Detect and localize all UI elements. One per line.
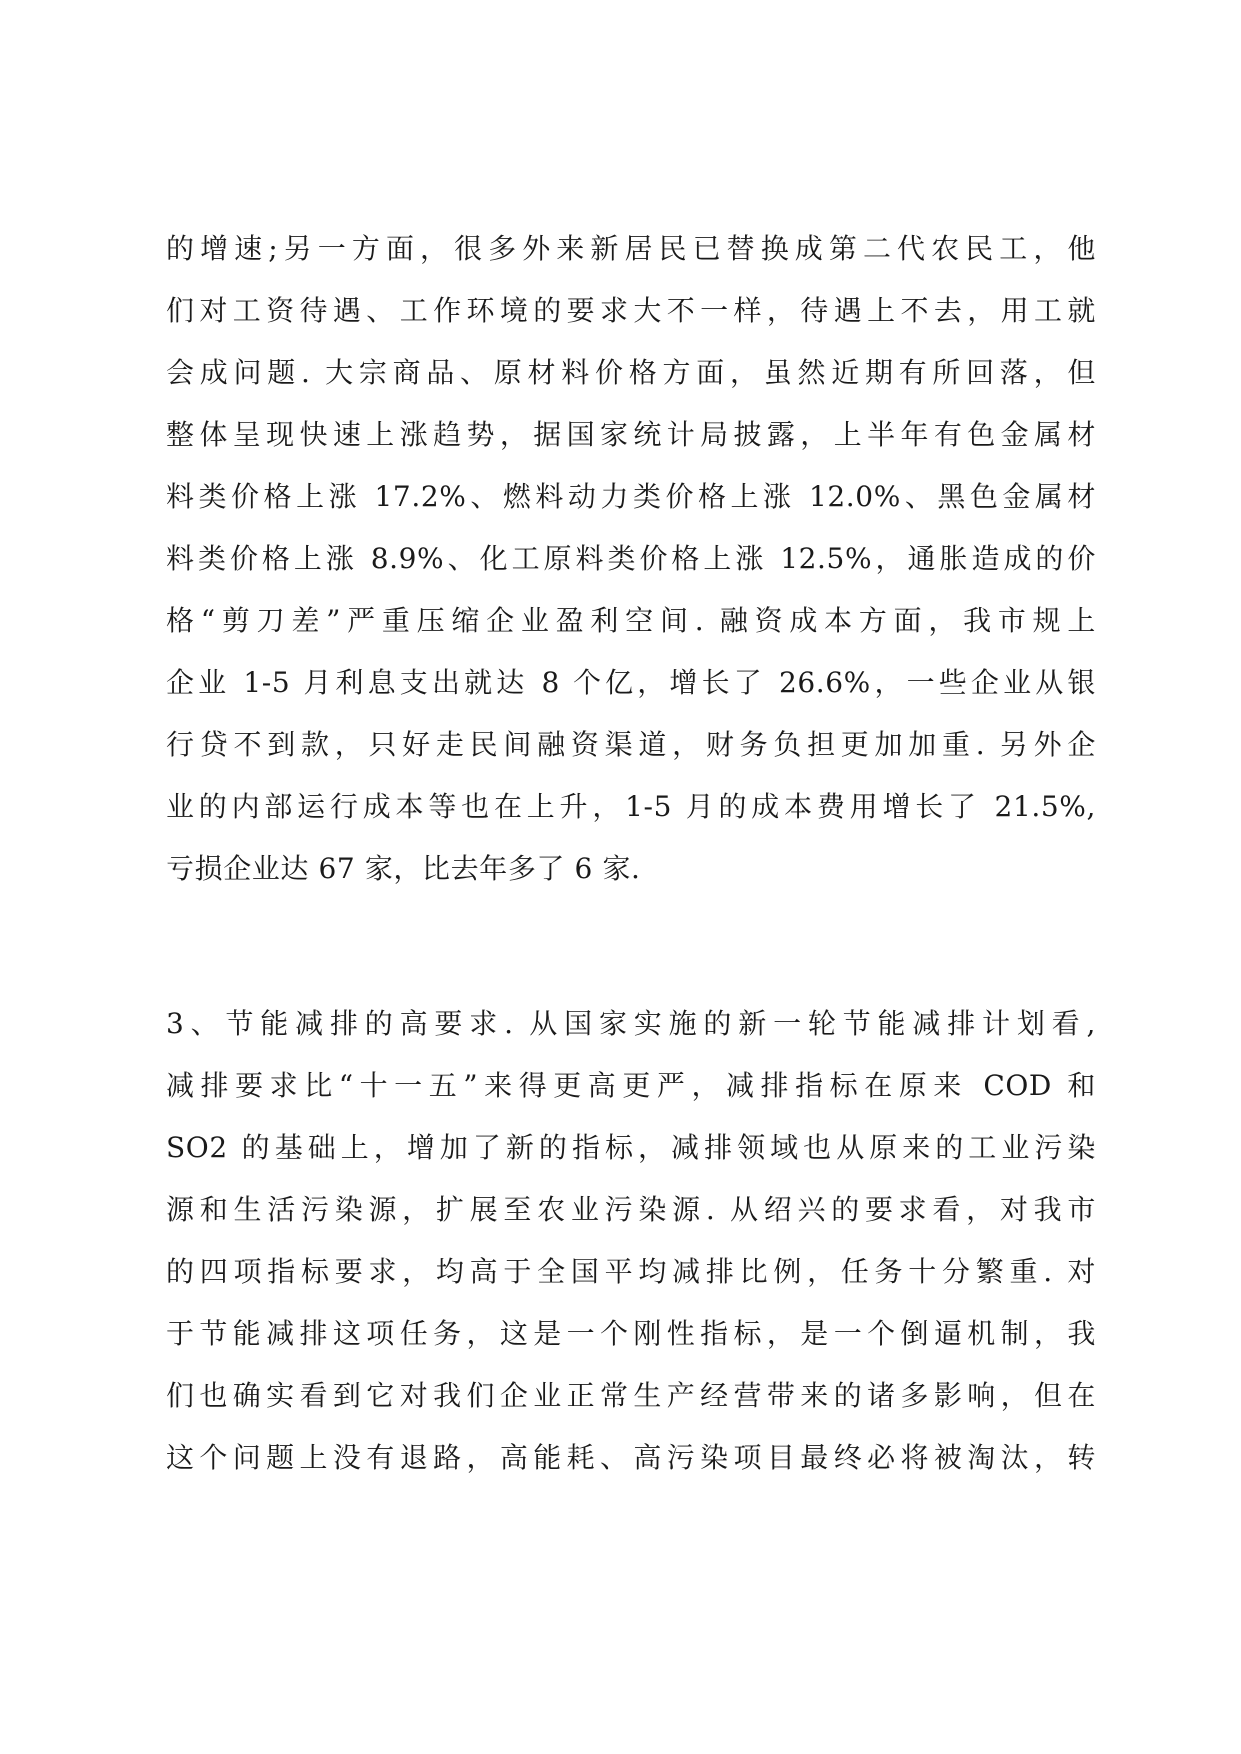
text-line: 的四项指标要求，均高于全国平均减排比例，任务十分繁重. 对 xyxy=(166,1255,1096,1288)
text-line: 料类价格上涨 8.9%、化工原料类价格上涨 12.5%，通胀造成的价 xyxy=(166,542,1096,575)
text-line: 料类价格上涨 17.2%、燃料动力类价格上涨 12.0%、黑色金属材 xyxy=(166,480,1096,513)
text-line: 减排要求比“十一五”来得更高更严，减排指标在原来 COD 和 xyxy=(166,1069,1096,1102)
text-line: 整体呈现快速上涨趋势，据国家统计局披露，上半年有色金属材 xyxy=(166,418,1096,451)
text-line: 的增速;另一方面，很多外来新居民已替换成第二代农民工，他 xyxy=(166,232,1096,265)
text-line: 行贷不到款，只好走民间融资渠道，财务负担更加加重. 另外企 xyxy=(166,728,1096,761)
text-line: 于节能减排这项任务，这是一个刚性指标，是一个倒逼机制，我 xyxy=(166,1317,1096,1350)
text-line: 们对工资待遇、工作环境的要求大不一样，待遇上不去，用工就 xyxy=(166,294,1096,327)
text-line: 会成问题. 大宗商品、原材料价格方面，虽然近期有所回落，但 xyxy=(166,356,1096,389)
text-line: 业的内部运行成本等也在上升，1-5 月的成本费用增长了 21.5%, xyxy=(166,790,1096,823)
paragraph-costs xyxy=(166,218,1096,900)
paragraph-energy-saving xyxy=(166,993,1096,1489)
text-line: 格“剪刀差”严重压缩企业盈利空间. 融资成本方面，我市规上 xyxy=(166,604,1096,637)
text-line: 源和生活污染源，扩展至农业污染源. 从绍兴的要求看，对我市 xyxy=(166,1193,1096,1226)
text-line: 3、节能减排的高要求. 从国家实施的新一轮节能减排计划看, xyxy=(166,1007,1096,1040)
text-line: 这个问题上没有退路，高能耗、高污染项目最终必将被淘汰，转 xyxy=(166,1441,1096,1474)
text-line: 亏损企业达 67 家，比去年多了 6 家. xyxy=(166,852,641,885)
text-line: 们也确实看到它对我们企业正常生产经营带来的诸多影响，但在 xyxy=(166,1379,1096,1412)
text-line: SO2 的基础上，增加了新的指标，减排领域也从原来的工业污染 xyxy=(166,1131,1096,1164)
text-line: 企业 1-5 月利息支出就达 8 个亿，增长了 26.6%，一些企业从银 xyxy=(166,666,1096,699)
